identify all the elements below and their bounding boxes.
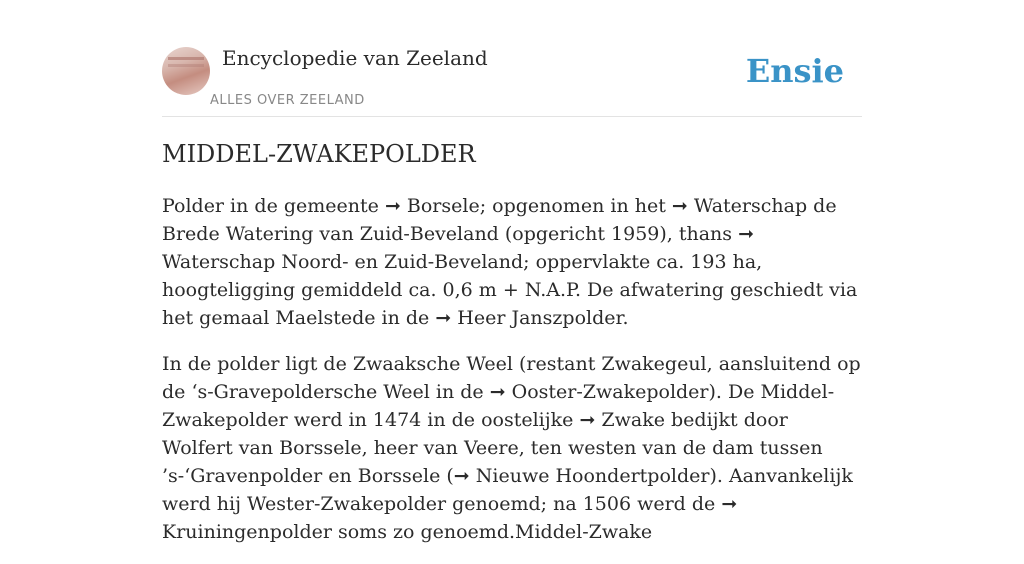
link-ooster-zwakepolder[interactable]: ➞ Ooster-Zwakepolder — [489, 381, 709, 403]
text: soms zo genoemd.Middel-Zwake — [331, 521, 653, 543]
text: bedijkt door Wolfert van Borssele, heer van Veere, ten westen van de dam tussen ’s-‘Gravenpolder en Borssele ( — [162, 409, 823, 487]
text: ). Aanvankelijk werd hij Wester-Zwakepolder genoemd; na 1506 werd de — [162, 465, 853, 515]
site-avatar[interactable] — [162, 47, 210, 95]
text: (opgericht 1959), thans — [498, 223, 739, 245]
text: . — [622, 307, 629, 329]
text: ). De Middel-Zwakepolder werd in 1474 in de oostelijke — [162, 381, 835, 431]
text: In de polder ligt de Zwaaksche Weel (restant Zwakegeul, aansluitend op de ‘s-Gravepoldersche Weel in de — [162, 353, 861, 403]
site-subtitle: ALLES OVER ZEELAND — [210, 93, 365, 108]
site-header — [162, 38, 862, 117]
link-kruiningenpolder[interactable]: ➞ Kruiningenpolder — [162, 493, 738, 543]
link-waterschap-brede-watering[interactable]: ➞ Waterschap de Brede Watering van Zuid-Beveland — [162, 195, 837, 245]
link-nieuwe-hoondertpolder[interactable]: ➞ Nieuwe Hoondertpolder — [453, 465, 710, 487]
ensie-logo[interactable]: Ensie — [745, 52, 844, 90]
text: ; opgenomen in het — [479, 195, 672, 217]
link-zwake[interactable]: ➞ Zwake — [579, 409, 665, 431]
entry-title: MIDDEL-ZWAKEPOLDER — [162, 140, 476, 168]
link-heer-janszpolder[interactable]: ➞ Heer Janszpolder — [435, 307, 623, 329]
text: ; oppervlakte ca. 193 ha, hoogteligging gemiddeld ca. 0,6 m + N.A.P. De afwatering geschiedt via het gemaal Maelstede in de — [162, 251, 858, 329]
site-title[interactable]: Encyclopedie van Zeeland — [222, 46, 488, 70]
paragraph-2 — [162, 350, 862, 546]
entry-body — [162, 192, 862, 564]
paragraph-1 — [162, 192, 862, 332]
text: Polder in de gemeente — [162, 195, 385, 217]
link-borsele[interactable]: ➞ Borsele — [384, 195, 480, 217]
link-waterschap-noord-en-zuid-beveland[interactable]: ➞ Waterschap Noord- en Zuid-Beveland — [162, 223, 755, 273]
